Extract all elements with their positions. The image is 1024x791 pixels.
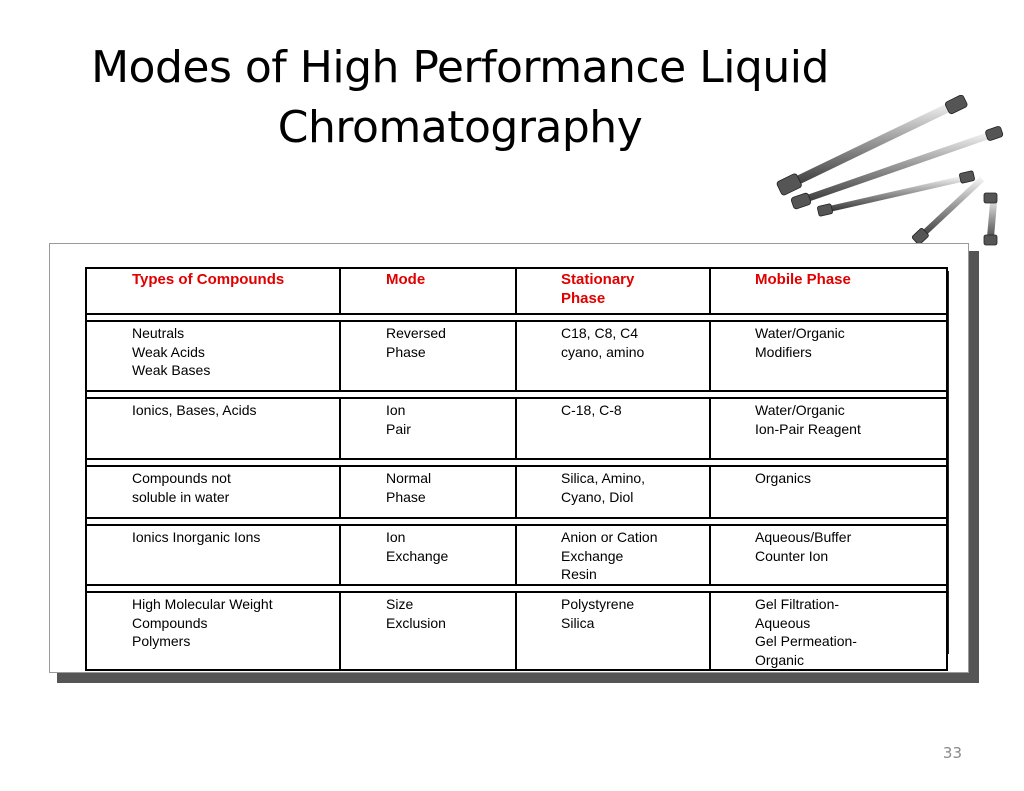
hplc-columns-image [770,95,1020,255]
slide-title-line2: Chromatography [277,102,643,153]
column-1 [776,95,968,196]
table-row [86,321,947,391]
cell-stationary-phase: C18, C8, C4 cyano, amino [516,321,710,391]
header-mode: Mode [340,268,516,314]
table-row [86,466,947,518]
table-header-row [86,268,947,314]
cell-stationary-phase: Silica, Amino, Cyano, Diol [516,466,710,518]
cell-mobile-phase: Organics [710,466,947,518]
cell-mode: Reversed Phase [340,321,516,391]
header-mobile-phase: Mobile Phase [710,268,947,314]
header-types-of-compounds: Types of Compounds [86,268,340,314]
hplc-modes-table [85,267,948,671]
cell-mode: Size Exclusion [340,592,516,670]
cell-mode: Normal Phase [340,466,516,518]
cell-stationary-phase: Anion or Cation Exchange Resin [516,525,710,585]
cell-compounds: Ionics, Bases, Acids [86,398,340,459]
cell-mobile-phase: Water/Organic Modifiers [710,321,947,391]
slide-title [40,38,880,158]
table-row [86,525,947,585]
cell-stationary-phase: C-18, C-8 [516,398,710,459]
cell-mode: Ion Exchange [340,525,516,585]
slide-title-line1: Modes of High Performance Liquid [91,42,829,93]
table-row [86,398,947,459]
cell-mode: Ion Pair [340,398,516,459]
table-row [86,592,947,670]
cell-compounds: Ionics Inorganic Ions [86,525,340,585]
page-number: 33 [942,744,962,762]
column-5 [984,193,997,245]
cell-mobile-phase: Gel Filtration- Aqueous Gel Permeation- Organic [710,592,947,670]
cell-compounds: Neutrals Weak Acids Weak Bases [86,321,340,391]
cell-compounds: Compounds not soluble in water [86,466,340,518]
header-stationary-phase: Stationary Phase [516,268,710,314]
cell-mobile-phase: Aqueous/Buffer Counter Ion [710,525,947,585]
cell-mobile-phase: Water/Organic Ion-Pair Reagent [710,398,947,459]
cell-compounds: High Molecular Weight Compounds Polymers [86,592,340,670]
cell-stationary-phase: Polystyrene Silica [516,592,710,670]
